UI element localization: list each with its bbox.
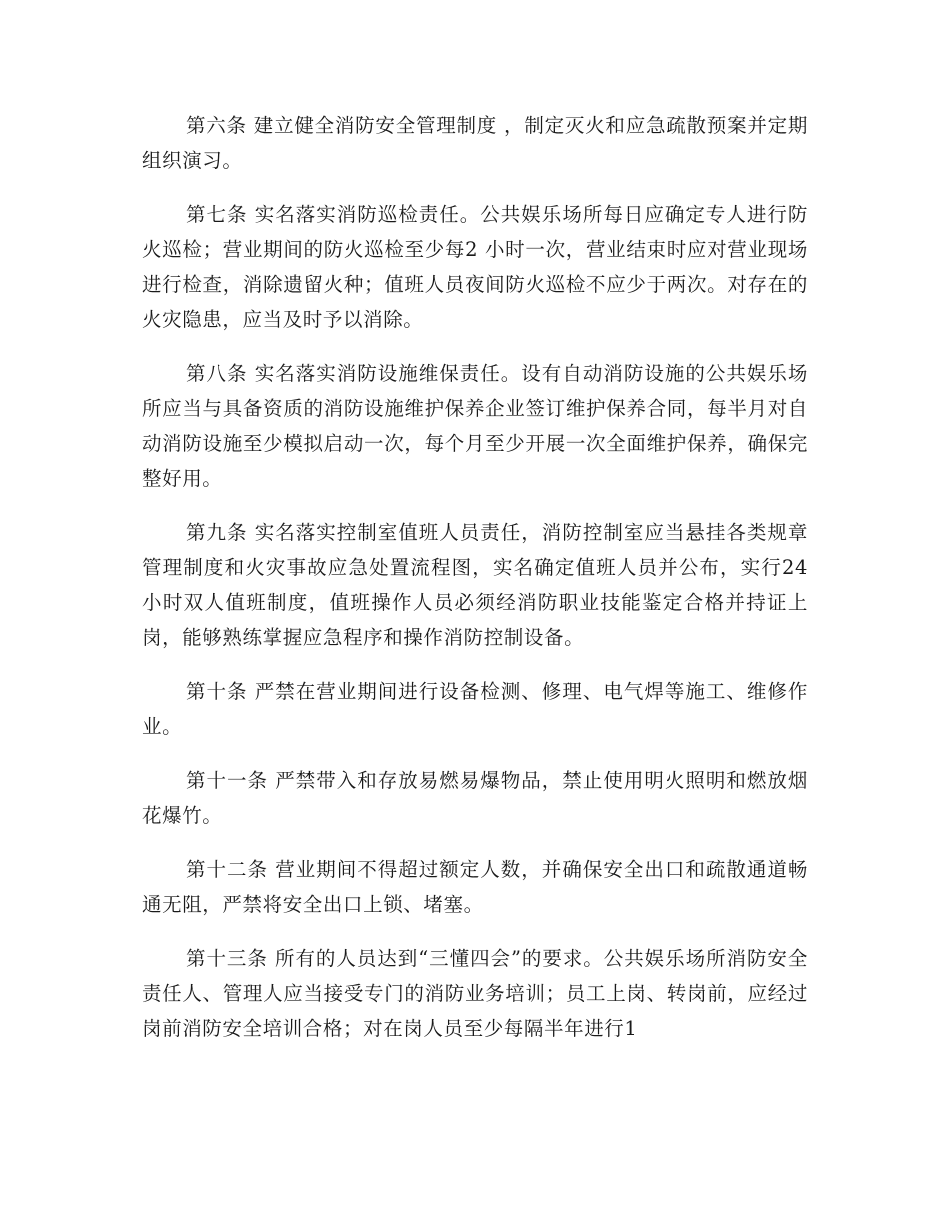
article-10: 第十条 严禁在营业期间进行设备检测、修理、电气焊等施工、维修作业。 bbox=[142, 680, 808, 738]
article-13: 第十三条 所有的人员达到“三懂四会”的要求。公共娱乐场所消防安全责任人、管理人应当接受专门的消防业务培训；员工上岗、转岗前，应经过岗前消防安全培训合格；对在岗人员至少每隔半年进行1 bbox=[142, 947, 808, 1040]
article-12: 第十二条 营业期间不得超过额定人数，并确保安全出口和疏散通道畅通无阻，严禁将安全出口上锁、堵塞。 bbox=[142, 858, 808, 916]
article-8: 第八条 实名落实消防设施维保责任。设有自动消防设施的公共娱乐场所应当与具备资质的消防设施维护保养企业签订维护保养合同，每半月对自动消防设施至少模拟启动一次，每个月至少开展一次全面维护保养，确保完整好用。 bbox=[142, 362, 808, 490]
article-9: 第九条 实名落实控制室值班人员责任，消防控制室应当悬挂各类规章管理制度和火灾事故应急处置流程图，实名确定值班人员并公布，实行24 小时双人值班制度，值班操作人员必须经消防职业技能鉴定合格并持证上岗，能够熟练掌握应急程序和操作消防控制设备。 bbox=[142, 521, 808, 649]
document-body bbox=[142, 108, 808, 1065]
article-6: 第六条 建立健全消防安全管理制度 ，制定灭火和应急疏散预案并定期组织演习。 bbox=[142, 114, 808, 172]
article-11: 第十一条 严禁带入和存放易燃易爆物品，禁止使用明火照明和燃放烟花爆竹。 bbox=[142, 769, 808, 827]
article-7: 第七条 实名落实消防巡检责任。公共娱乐场所每日应确定专人进行防火巡检；营业期间的防火巡检至少每2 小时一次，营业结束时应对营业现场进行检查，消除遗留火种；值班人员夜间防火巡检不应少于两次。对存在的火灾隐患，应当及时予以消除。 bbox=[142, 203, 808, 331]
